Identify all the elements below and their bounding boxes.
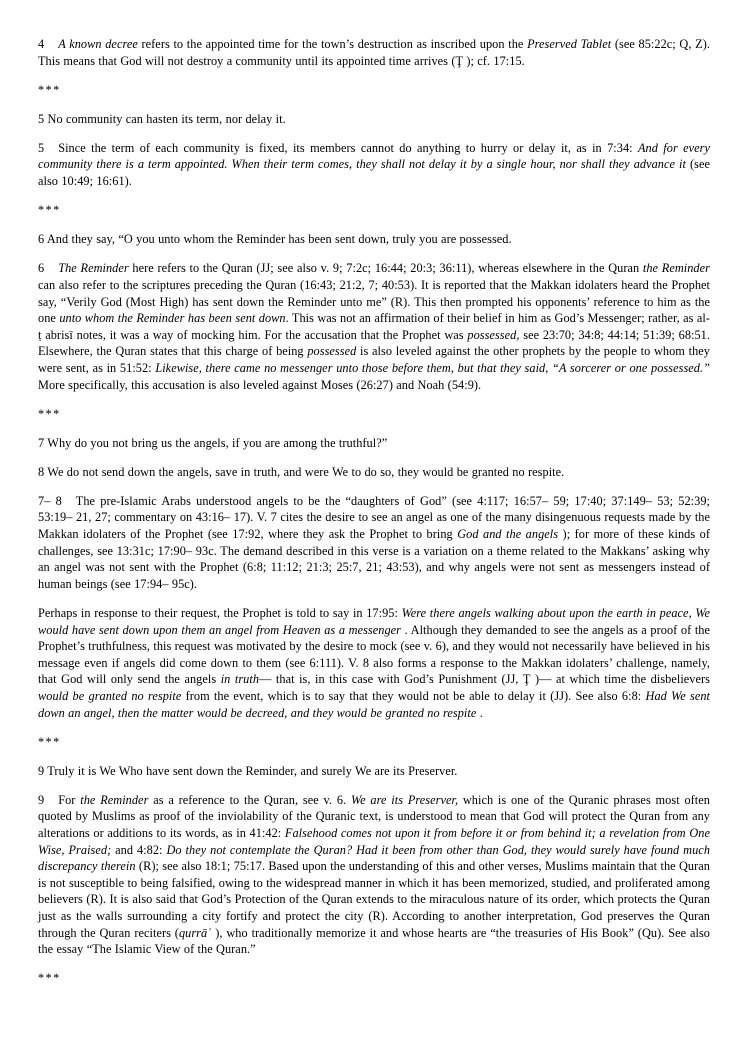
body-text: — that is, in this case with God’s Punishment (JJ, Ţ )— at which time the disbelievers (259, 672, 710, 687)
quoted-text: possessed, (467, 327, 520, 342)
body-text: from the event, which is to say that they would not be able to delay it (JJ). See also 6:8: (181, 688, 646, 703)
body-text: Since the term of each community is fixed, its members cannot do anything to hurry or delay it, as in 7:34: (58, 140, 638, 155)
body-text: 6 And they say, “O you unto whom the Reminder has been sent down, truly you are possessed. (38, 232, 512, 247)
body-text: The pre-Islamic Arabs understood angels to be the “daughters of God” (see 4:117; 16:57– 59; 17:40; 37:149– 53; 52:39; 53:19– 21, 27; commentary on 43:16– 17). V. 7 cites the desire to see an angel as one of the many disingenuous requests made by the Makkan idolaters of the Prophet (see 17:92, where they ask the Prophet to bring (38, 493, 710, 542)
commentary-5 (38, 140, 710, 190)
body-text: (see also 10:49; 16:61). (38, 157, 710, 189)
body-text: Perhaps in response to their request, the Prophet is told to say in 17:95: (38, 605, 402, 620)
body-text: refers to the appointed time for the town’s destruction as inscribed upon the (137, 37, 528, 51)
quoted-text: Likewise, there came no messenger unto those before them, but that they said, “A sorcerer or one possessed.” (155, 360, 710, 375)
verse-9 (38, 763, 710, 780)
body-text: ); for more of these kinds of challenges, see 13:31c; 17:90– 93c. The demand described in this verse is a variation on a theme related to the Makkans’ asking why an angel was not sent with the Prophet (6:8; 11:12; 21:3; 25:7, 21; 43:53), and why angels were not sent as messengers instead of human beings (see 17:94– 95c). (38, 527, 710, 591)
number-spacer (44, 140, 58, 157)
verse-7 (38, 435, 710, 452)
commentary-number: 9 (38, 792, 45, 807)
section-separator: *** (38, 971, 61, 986)
body-text: ), who traditionally memorize it and whose hearts are “the treasuries of His Book” (Qu). See also the essay “The Islamic View of the Quran.” (38, 925, 710, 957)
number-spacer (44, 260, 58, 277)
commentary-9 (38, 792, 710, 958)
body-text: . This was not an affirmation of their belief in him as God’s Messenger; rather, as al-ṭ abrisī notes, it was a way of mocking him. For the accusation that the Prophet was (38, 311, 710, 342)
quoted-text: And for every community there is a term appointed. When their term comes, they shall not delay it by a single hour, nor shall they advance it (38, 140, 710, 172)
commentary-number: 5 (38, 140, 45, 155)
section-separator: *** (38, 82, 61, 97)
body-text: . Although they demanded to see the angels as a proof of the Prophet’s truthfulness, this request was motivated by the desire to mock (see v. 6), and they would not necessarily have believed in his message even if angels did come down to them (see 6:111). V. 8 also forms a response to the Makkan idolaters’ challenge, namely, that God will only send the angels (38, 622, 710, 687)
body-text: here refers to the Quran (JJ; see also v. 9; 7:2c; 16:44; 20:3; 36:11), whereas elsewhere in the Quran (128, 261, 643, 276)
commentary-7-8-cont (38, 605, 710, 721)
number-spacer (44, 792, 58, 809)
body-text: can also refer to the scriptures preceding the Quran (16:43; 21:2, 7; 40:53). It is reported that the Makkan idolaters heard the Prophet say, “Verily God (Most High) has sent down the Reminder unto me” (R). This then prompted his opponents’ reference to him as the one (38, 277, 710, 326)
quoted-text: Had We sent down an angel, then the matter would be decreed, and they would be granted no respite (38, 688, 711, 720)
body-text: 8 We do not send down the angels, save in truth, and were We to do so, they would be granted no respite. (38, 464, 565, 479)
quoted-text: qurrāʾ (178, 925, 212, 940)
quoted-text: the Reminder (642, 261, 710, 276)
quoted-text: God and the angels (457, 527, 559, 542)
commentary-4 (38, 36, 710, 69)
commentary-6 (38, 260, 710, 393)
quoted-text: We are its Preserver, (350, 792, 459, 807)
body-text: 9 Truly it is We Who have sent down the Reminder, and surely We are its Preserver. (38, 763, 458, 778)
body-text: (R); see also 18:1; 75:17. Based upon the understanding of this and other verses, Muslims maintain that the Quran is not susceptible to being falsified, owing to the widespread manner in which it has been memorized, studied, and proliferated among believers (R). It is also said that God’s Protection of the Quran extends to the miraculous nature of its order, which protects the Quran just as the walls surrounding a city fortify and protect the city (R). According to another interpretation, God preserves the Quran through the Quran reciters ( (38, 859, 710, 940)
body-text: More specifically, this accusation is also leveled against Moses (26:27) and Noah (54:9). (38, 377, 482, 392)
verse-8 (38, 464, 710, 481)
verse-5 (38, 111, 710, 128)
page-content (38, 36, 710, 987)
body-text: and 4:82: (111, 842, 167, 857)
commentary-number: 7– 8 (38, 493, 62, 508)
quoted-text: Do they not contemplate the Quran? Had it been from other than God, they would surely have found much discrepancy therein (38, 842, 711, 874)
quoted-text: The Reminder (58, 261, 129, 276)
verse-6 (38, 231, 710, 248)
number-spacer (44, 36, 58, 53)
body-text: which is one of the Quranic phrases most often quoted by Muslims as proof of the inviolability of the Quranic text, is understood to mean that God will protect the Quran from any alterations or additions to its words, as in 41:42: (38, 792, 710, 840)
quoted-text: would be granted no respite (38, 688, 182, 703)
body-text: see 23:70; 34:8; 44:14; 51:39; 68:51. Elsewhere, the Quran states that this charge of being (38, 327, 710, 359)
quoted-text: possessed (307, 344, 357, 359)
commentary-7-8 (38, 493, 710, 593)
commentary-number: 6 (38, 261, 45, 276)
body-text: 5 No community can hasten its term, nor delay it. (38, 111, 286, 126)
quoted-text: in truth (220, 672, 260, 687)
body-text: For (58, 792, 81, 807)
quoted-text: unto whom the Reminder has been sent down (59, 311, 286, 326)
number-spacer (62, 493, 76, 510)
quoted-text: Were there angels walking about upon the earth in peace, We would have sent down upon them an angel from Heaven as a messenger (38, 605, 710, 637)
section-separator: *** (38, 734, 61, 749)
quoted-text: A known decree (58, 37, 138, 51)
quoted-text: Falsehood comes not upon it from before it or from behind it; a revelation from One Wise, Praised; (38, 825, 710, 857)
section-separator: *** (38, 406, 61, 421)
body-text: 7 Why do you not bring us the angels, if you are among the truthful?” (38, 435, 388, 450)
body-text: as a reference to the Quran, see v. 6. (148, 792, 351, 807)
quoted-text: Preserved Tablet (527, 37, 612, 51)
commentary-number: 4 (38, 37, 45, 51)
quoted-text: the Reminder (80, 792, 149, 807)
body-text: (see 85:22c; Q, Z). This means that God will not destroy a community until its appointed time arrives (Ţ ); cf. 17:15. (38, 37, 710, 68)
body-text: is also leveled against the other prophets by the people to whom they were sent, as in 51:52: (38, 344, 711, 375)
body-text: . (476, 705, 483, 720)
section-separator: *** (38, 203, 61, 218)
